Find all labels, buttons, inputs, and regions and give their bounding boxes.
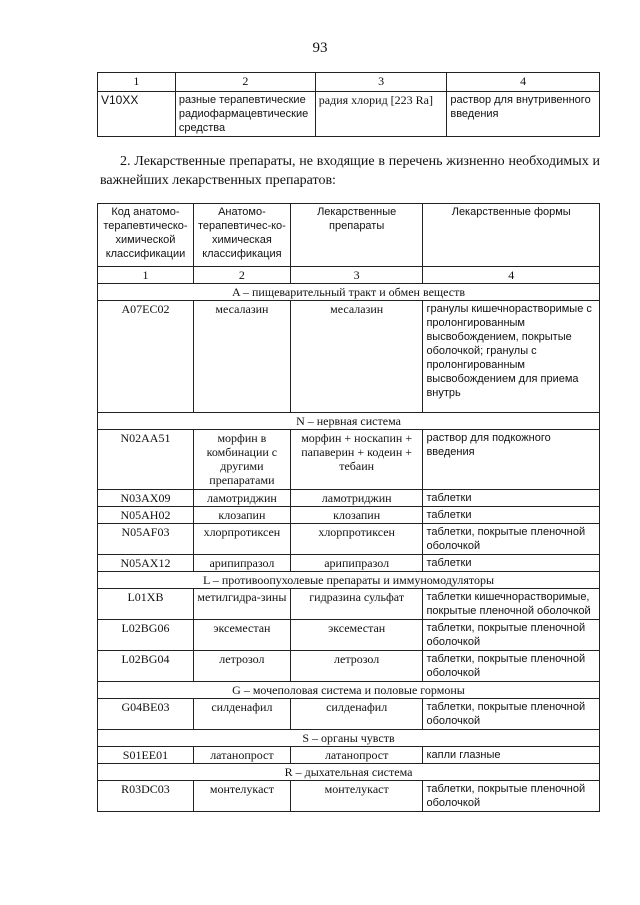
drug-name: клозапин [290, 507, 423, 524]
table-row [98, 490, 600, 507]
drug-name: эксеместан [290, 620, 423, 651]
table-row [98, 699, 600, 730]
atc-group: морфин в комбинации с другими препаратами [193, 430, 290, 490]
dosage-form: таблетки, покрытые пленочной оболочкой [423, 781, 600, 812]
table-row [98, 555, 600, 572]
atc-group: силденафил [193, 699, 290, 730]
drug-name: хлорпротиксен [290, 524, 423, 555]
dosage-form: таблетки, покрытые пленочной оболочкой [423, 651, 600, 682]
continuation-table [97, 72, 600, 137]
column-number: 2 [193, 267, 290, 284]
atc-group: ламотриджин [193, 490, 290, 507]
section-title: L – противоопухолевые препараты и иммуномодуляторы [98, 572, 600, 589]
table-row [98, 507, 600, 524]
table-row [98, 92, 600, 137]
section-title: N – нервная система [98, 413, 600, 430]
atc-group: месалазин [193, 301, 290, 413]
atc-code: N03AX09 [98, 490, 194, 507]
table-row [98, 781, 600, 812]
atc-code: L02BG06 [98, 620, 194, 651]
table-row [98, 620, 600, 651]
atc-group: монтелукаст [193, 781, 290, 812]
atc-code: N05AH02 [98, 507, 194, 524]
atc-group: арипипразол [193, 555, 290, 572]
atc-code: N05AX12 [98, 555, 194, 572]
table-row [98, 589, 600, 620]
atc-group: летрозол [193, 651, 290, 682]
atc-group: эксеместан [193, 620, 290, 651]
section-row [98, 284, 600, 301]
dosage-form: капли глазные [423, 747, 600, 764]
section-title: A – пищеварительный тракт и обмен веществ [98, 284, 600, 301]
column-number: 3 [290, 267, 423, 284]
column-number: 4 [423, 267, 600, 284]
section-title: S – органы чувств [98, 730, 600, 747]
drug-name: латанопрост [290, 747, 423, 764]
section-row [98, 413, 600, 430]
drug-name: гидразина сульфат [290, 589, 423, 620]
atc-code: G04BE03 [98, 699, 194, 730]
section-title: R – дыхательная система [98, 764, 600, 781]
drug-name: летрозол [290, 651, 423, 682]
drug-name: монтелукаст [290, 781, 423, 812]
column-number: 1 [98, 267, 194, 284]
section-row [98, 764, 600, 781]
atc-code: V10XX [98, 92, 176, 137]
column-number: 1 [98, 73, 176, 92]
table-header-row [98, 73, 600, 92]
table-row [98, 651, 600, 682]
table-row [98, 524, 600, 555]
dosage-form: таблетки, покрытые пленочной оболочкой [423, 524, 600, 555]
column-number: 2 [175, 73, 315, 92]
column-number: 4 [447, 73, 600, 92]
dosage-form: раствор для подкожного введения [423, 430, 600, 490]
atc-group: хлорпротиксен [193, 524, 290, 555]
dosage-form: раствор для внутривенного введения [447, 92, 600, 137]
header-atc: Анатомо-терапевтичес-ко-химическая классификация [193, 204, 290, 267]
atc-group: метилгидра-зины [193, 589, 290, 620]
atc-group: разные терапевтические радиофармацевтические средства [175, 92, 315, 137]
drug-name: силденафил [290, 699, 423, 730]
drug-name: арипипразол [290, 555, 423, 572]
section-title: G – мочеполовая система и половые гормоны [98, 682, 600, 699]
header-forms: Лекарственные формы [423, 204, 600, 267]
atc-group: латанопрост [193, 747, 290, 764]
column-number: 3 [315, 73, 447, 92]
drug-name: месалазин [290, 301, 423, 413]
section-row [98, 572, 600, 589]
drug-name: морфин + носкапин + папаверин + кодеин + тебаин [290, 430, 423, 490]
table-row [98, 301, 600, 413]
atc-code: N05AF03 [98, 524, 194, 555]
table-row [98, 747, 600, 764]
atc-group: клозапин [193, 507, 290, 524]
atc-code: A07EC02 [98, 301, 194, 413]
atc-code: L02BG04 [98, 651, 194, 682]
dosage-form: гранулы кишечнорастворимые с пролонгированным высвобождением, покрытые оболочкой; гранулы с пролонгированным высвобождением для приема внутрь [423, 301, 600, 413]
atc-code: L01XB [98, 589, 194, 620]
column-numbers-row [98, 267, 600, 284]
dosage-form: таблетки [423, 490, 600, 507]
dosage-form: таблетки [423, 555, 600, 572]
table-row [98, 430, 600, 490]
header-drugs: Лекарственные препараты [290, 204, 423, 267]
atc-code: N02AA51 [98, 430, 194, 490]
page-number: 93 [312, 40, 328, 56]
drugs-table [97, 203, 600, 812]
table-header-row [98, 204, 600, 267]
header-code: Код анатомо-терапевтическо-химической классификации [98, 204, 194, 267]
dosage-form: таблетки [423, 507, 600, 524]
dosage-form: таблетки кишечнорастворимые, покрытые пленочной оболочкой [423, 589, 600, 620]
dosage-form: таблетки, покрытые пленочной оболочкой [423, 699, 600, 730]
section-row [98, 730, 600, 747]
drug-name: ламотриджин [290, 490, 423, 507]
substance: радия хлорид [223 Ra] [315, 92, 447, 137]
dosage-form: таблетки, покрытые пленочной оболочкой [423, 620, 600, 651]
section-row [98, 682, 600, 699]
section-intro: 2. Лекарственные препараты, не входящие в перечень жизненно необходимых и важнейших лекарственных препаратов: [100, 154, 600, 188]
atc-code: S01EE01 [98, 747, 194, 764]
atc-code: R03DC03 [98, 781, 194, 812]
